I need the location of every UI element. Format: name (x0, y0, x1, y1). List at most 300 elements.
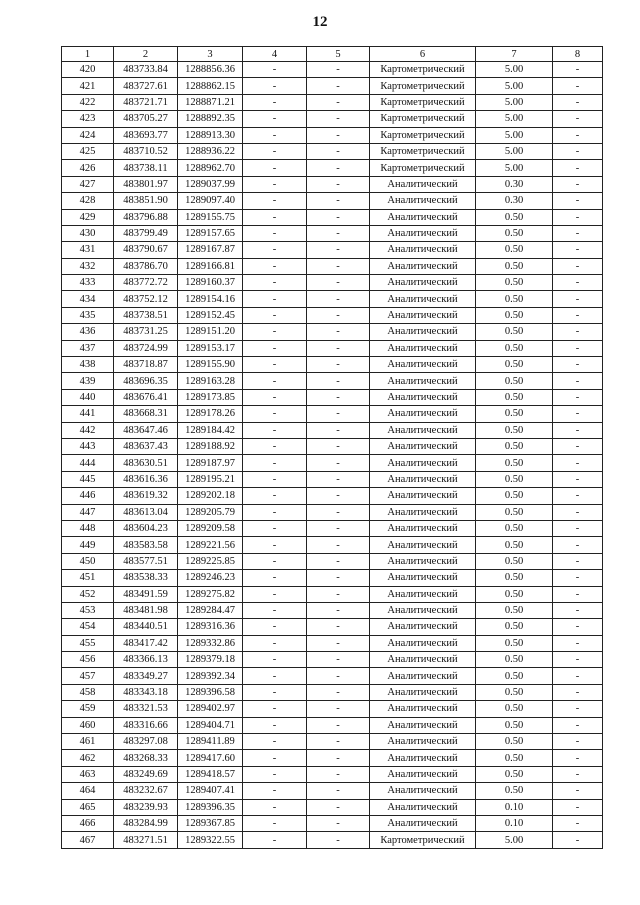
table-row (62, 832, 603, 848)
cell-y-coordinate: 1289367.85 (178, 815, 243, 831)
cell-method: Аналитический (370, 799, 476, 815)
cell-col4: - (243, 94, 307, 110)
cell-y-coordinate: 1289037.99 (178, 176, 243, 192)
cell-point-number: 453 (62, 602, 114, 618)
cell-x-coordinate: 483366.13 (114, 652, 178, 668)
cell-accuracy: 0.50 (476, 406, 553, 422)
cell-col8: - (553, 783, 603, 799)
cell-x-coordinate: 483799.49 (114, 225, 178, 241)
cell-x-coordinate: 483786.70 (114, 258, 178, 274)
cell-col4: - (243, 111, 307, 127)
cell-col5: - (307, 438, 370, 454)
table-row (62, 176, 603, 192)
cell-point-number: 420 (62, 62, 114, 78)
cell-accuracy: 0.50 (476, 373, 553, 389)
cell-method: Картометрический (370, 832, 476, 848)
table-row (62, 275, 603, 291)
table-row (62, 143, 603, 159)
cell-x-coordinate: 483731.25 (114, 324, 178, 340)
cell-col4: - (243, 488, 307, 504)
cell-accuracy: 0.50 (476, 553, 553, 569)
cell-x-coordinate: 483772.72 (114, 275, 178, 291)
table-row (62, 766, 603, 782)
cell-col8: - (553, 78, 603, 94)
cell-method: Аналитический (370, 438, 476, 454)
table-row (62, 815, 603, 831)
cell-y-coordinate: 1289396.35 (178, 799, 243, 815)
cell-col5: - (307, 570, 370, 586)
cell-col8: - (553, 815, 603, 831)
table-row (62, 635, 603, 651)
table-row (62, 488, 603, 504)
cell-method: Картометрический (370, 111, 476, 127)
cell-y-coordinate: 1289221.56 (178, 537, 243, 553)
cell-col4: - (243, 602, 307, 618)
cell-y-coordinate: 1289209.58 (178, 520, 243, 536)
cell-x-coordinate: 483801.97 (114, 176, 178, 192)
cell-col8: - (553, 602, 603, 618)
cell-accuracy: 0.50 (476, 750, 553, 766)
cell-method: Аналитический (370, 652, 476, 668)
cell-point-number: 448 (62, 520, 114, 536)
table-body (62, 62, 603, 849)
cell-col5: - (307, 471, 370, 487)
cell-col8: - (553, 488, 603, 504)
cell-col8: - (553, 520, 603, 536)
cell-point-number: 456 (62, 652, 114, 668)
table-row (62, 193, 603, 209)
cell-y-coordinate: 1289417.60 (178, 750, 243, 766)
cell-point-number: 463 (62, 766, 114, 782)
cell-col4: - (243, 127, 307, 143)
cell-col4: - (243, 815, 307, 831)
cell-method: Аналитический (370, 750, 476, 766)
cell-point-number: 428 (62, 193, 114, 209)
cell-col5: - (307, 422, 370, 438)
cell-col5: - (307, 766, 370, 782)
cell-y-coordinate: 1289402.97 (178, 701, 243, 717)
cell-col5: - (307, 832, 370, 848)
table-row (62, 78, 603, 94)
cell-y-coordinate: 1289097.40 (178, 193, 243, 209)
cell-col5: - (307, 734, 370, 750)
cell-col8: - (553, 193, 603, 209)
cell-y-coordinate: 1289392.34 (178, 668, 243, 684)
cell-col8: - (553, 570, 603, 586)
cell-col8: - (553, 455, 603, 471)
cell-y-coordinate: 1289195.21 (178, 471, 243, 487)
cell-x-coordinate: 483721.71 (114, 94, 178, 110)
cell-col5: - (307, 78, 370, 94)
cell-col4: - (243, 209, 307, 225)
cell-x-coordinate: 483705.27 (114, 111, 178, 127)
cell-y-coordinate: 1289151.20 (178, 324, 243, 340)
cell-col5: - (307, 455, 370, 471)
cell-method: Аналитический (370, 373, 476, 389)
cell-point-number: 462 (62, 750, 114, 766)
cell-col8: - (553, 586, 603, 602)
cell-col5: - (307, 225, 370, 241)
cell-accuracy: 0.50 (476, 291, 553, 307)
cell-method: Картометрический (370, 143, 476, 159)
cell-point-number: 443 (62, 438, 114, 454)
cell-point-number: 441 (62, 406, 114, 422)
cell-col4: - (243, 291, 307, 307)
table-row (62, 602, 603, 618)
cell-method: Аналитический (370, 717, 476, 733)
cell-col4: - (243, 635, 307, 651)
cell-col5: - (307, 586, 370, 602)
table-row (62, 340, 603, 356)
cell-point-number: 434 (62, 291, 114, 307)
cell-y-coordinate: 1289155.75 (178, 209, 243, 225)
cell-method: Картометрический (370, 62, 476, 78)
cell-point-number: 451 (62, 570, 114, 586)
table-header (62, 47, 603, 62)
cell-col8: - (553, 668, 603, 684)
cell-col4: - (243, 701, 307, 717)
cell-method: Аналитический (370, 783, 476, 799)
cell-accuracy: 5.00 (476, 143, 553, 159)
cell-col5: - (307, 275, 370, 291)
cell-y-coordinate: 1289184.42 (178, 422, 243, 438)
cell-accuracy: 0.30 (476, 176, 553, 192)
cell-x-coordinate: 483738.11 (114, 160, 178, 176)
cell-method: Картометрический (370, 78, 476, 94)
cell-y-coordinate: 1289167.87 (178, 242, 243, 258)
cell-accuracy: 0.50 (476, 520, 553, 536)
cell-y-coordinate: 1288892.35 (178, 111, 243, 127)
cell-col4: - (243, 766, 307, 782)
cell-method: Картометрический (370, 127, 476, 143)
cell-col8: - (553, 422, 603, 438)
cell-x-coordinate: 483710.52 (114, 143, 178, 159)
cell-y-coordinate: 1289322.55 (178, 832, 243, 848)
cell-col5: - (307, 111, 370, 127)
cell-x-coordinate: 483349.27 (114, 668, 178, 684)
cell-col4: - (243, 504, 307, 520)
cell-col8: - (553, 471, 603, 487)
cell-accuracy: 0.50 (476, 275, 553, 291)
cell-accuracy: 0.50 (476, 668, 553, 684)
cell-col4: - (243, 406, 307, 422)
cell-col5: - (307, 406, 370, 422)
cell-col8: - (553, 406, 603, 422)
cell-y-coordinate: 1289163.28 (178, 373, 243, 389)
cell-col4: - (243, 422, 307, 438)
table-row (62, 291, 603, 307)
cell-method: Аналитический (370, 602, 476, 618)
cell-col4: - (243, 520, 307, 536)
cell-col5: - (307, 373, 370, 389)
cell-col8: - (553, 717, 603, 733)
table-row (62, 324, 603, 340)
cell-col5: - (307, 176, 370, 192)
cell-col8: - (553, 766, 603, 782)
cell-method: Аналитический (370, 193, 476, 209)
cell-col4: - (243, 832, 307, 848)
cell-point-number: 439 (62, 373, 114, 389)
cell-col5: - (307, 652, 370, 668)
cell-col4: - (243, 389, 307, 405)
cell-point-number: 450 (62, 553, 114, 569)
cell-point-number: 435 (62, 307, 114, 323)
cell-method: Аналитический (370, 324, 476, 340)
cell-col4: - (243, 357, 307, 373)
cell-y-coordinate: 1289379.18 (178, 652, 243, 668)
cell-col8: - (553, 242, 603, 258)
cell-y-coordinate: 1289316.36 (178, 619, 243, 635)
cell-col4: - (243, 586, 307, 602)
column-header-3: 3 (178, 47, 243, 62)
cell-y-coordinate: 1289407.41 (178, 783, 243, 799)
cell-x-coordinate: 483440.51 (114, 619, 178, 635)
cell-col8: - (553, 94, 603, 110)
cell-col4: - (243, 242, 307, 258)
cell-y-coordinate: 1289246.23 (178, 570, 243, 586)
cell-y-coordinate: 1289173.85 (178, 389, 243, 405)
cell-accuracy: 0.50 (476, 602, 553, 618)
cell-accuracy: 0.50 (476, 488, 553, 504)
cell-point-number: 426 (62, 160, 114, 176)
table-row (62, 127, 603, 143)
cell-col4: - (243, 143, 307, 159)
cell-point-number: 455 (62, 635, 114, 651)
cell-x-coordinate: 483249.69 (114, 766, 178, 782)
cell-method: Аналитический (370, 553, 476, 569)
cell-col5: - (307, 193, 370, 209)
cell-col5: - (307, 553, 370, 569)
cell-col4: - (243, 258, 307, 274)
cell-accuracy: 0.50 (476, 684, 553, 700)
cell-col8: - (553, 225, 603, 241)
cell-point-number: 438 (62, 357, 114, 373)
cell-col5: - (307, 242, 370, 258)
cell-col5: - (307, 340, 370, 356)
cell-method: Аналитический (370, 537, 476, 553)
cell-x-coordinate: 483604.23 (114, 520, 178, 536)
cell-method: Аналитический (370, 422, 476, 438)
cell-col4: - (243, 62, 307, 78)
cell-method: Аналитический (370, 291, 476, 307)
cell-col5: - (307, 307, 370, 323)
cell-col5: - (307, 520, 370, 536)
cell-method: Аналитический (370, 619, 476, 635)
column-header-2: 2 (114, 47, 178, 62)
cell-x-coordinate: 483733.84 (114, 62, 178, 78)
cell-y-coordinate: 1288913.30 (178, 127, 243, 143)
cell-y-coordinate: 1289154.16 (178, 291, 243, 307)
cell-method: Аналитический (370, 242, 476, 258)
cell-accuracy: 0.50 (476, 455, 553, 471)
cell-accuracy: 5.00 (476, 127, 553, 143)
column-header-1: 1 (62, 47, 114, 62)
cell-method: Картометрический (370, 94, 476, 110)
table-row (62, 684, 603, 700)
cell-y-coordinate: 1289178.26 (178, 406, 243, 422)
cell-col4: - (243, 717, 307, 733)
cell-accuracy: 0.50 (476, 570, 553, 586)
cell-col8: - (553, 832, 603, 848)
cell-x-coordinate: 483724.99 (114, 340, 178, 356)
cell-y-coordinate: 1289205.79 (178, 504, 243, 520)
cell-col4: - (243, 750, 307, 766)
cell-method: Аналитический (370, 406, 476, 422)
cell-method: Аналитический (370, 209, 476, 225)
table-row (62, 553, 603, 569)
cell-y-coordinate: 1288856.36 (178, 62, 243, 78)
table-row (62, 455, 603, 471)
cell-point-number: 425 (62, 143, 114, 159)
table-row (62, 701, 603, 717)
cell-y-coordinate: 1289187.97 (178, 455, 243, 471)
page-number: 12 (312, 14, 328, 30)
cell-y-coordinate: 1289152.45 (178, 307, 243, 323)
cell-col8: - (553, 635, 603, 651)
table-row (62, 586, 603, 602)
cell-col5: - (307, 62, 370, 78)
cell-col5: - (307, 815, 370, 831)
cell-accuracy: 5.00 (476, 160, 553, 176)
cell-x-coordinate: 483268.33 (114, 750, 178, 766)
cell-col8: - (553, 652, 603, 668)
cell-y-coordinate: 1288936.22 (178, 143, 243, 159)
cell-point-number: 466 (62, 815, 114, 831)
cell-y-coordinate: 1289275.82 (178, 586, 243, 602)
cell-col5: - (307, 537, 370, 553)
cell-y-coordinate: 1289166.81 (178, 258, 243, 274)
cell-method: Аналитический (370, 471, 476, 487)
cell-accuracy: 5.00 (476, 832, 553, 848)
cell-method: Аналитический (370, 815, 476, 831)
cell-accuracy: 0.50 (476, 340, 553, 356)
cell-accuracy: 0.30 (476, 193, 553, 209)
table-row (62, 242, 603, 258)
table-row (62, 209, 603, 225)
cell-x-coordinate: 483271.51 (114, 832, 178, 848)
cell-y-coordinate: 1289284.47 (178, 602, 243, 618)
cell-x-coordinate: 483727.61 (114, 78, 178, 94)
cell-accuracy: 0.50 (476, 652, 553, 668)
cell-x-coordinate: 483738.51 (114, 307, 178, 323)
cell-point-number: 436 (62, 324, 114, 340)
cell-point-number: 446 (62, 488, 114, 504)
cell-accuracy: 0.50 (476, 389, 553, 405)
cell-method: Аналитический (370, 635, 476, 651)
cell-x-coordinate: 483239.93 (114, 799, 178, 815)
cell-col8: - (553, 127, 603, 143)
cell-accuracy: 0.50 (476, 619, 553, 635)
cell-col8: - (553, 504, 603, 520)
cell-y-coordinate: 1289418.57 (178, 766, 243, 782)
cell-x-coordinate: 483637.43 (114, 438, 178, 454)
cell-point-number: 458 (62, 684, 114, 700)
table-row (62, 619, 603, 635)
cell-point-number: 457 (62, 668, 114, 684)
cell-x-coordinate: 483619.32 (114, 488, 178, 504)
cell-y-coordinate: 1289225.85 (178, 553, 243, 569)
cell-col8: - (553, 111, 603, 127)
column-header-7: 7 (476, 47, 553, 62)
cell-method: Аналитический (370, 766, 476, 782)
cell-x-coordinate: 483696.35 (114, 373, 178, 389)
cell-y-coordinate: 1289153.17 (178, 340, 243, 356)
cell-col5: - (307, 602, 370, 618)
cell-point-number: 461 (62, 734, 114, 750)
cell-col8: - (553, 537, 603, 553)
table-row (62, 406, 603, 422)
cell-point-number: 431 (62, 242, 114, 258)
cell-accuracy: 0.50 (476, 586, 553, 602)
table-row (62, 111, 603, 127)
cell-method: Аналитический (370, 586, 476, 602)
table-row (62, 668, 603, 684)
cell-point-number: 429 (62, 209, 114, 225)
cell-accuracy: 0.50 (476, 438, 553, 454)
cell-x-coordinate: 483583.58 (114, 537, 178, 553)
cell-accuracy: 0.50 (476, 717, 553, 733)
cell-x-coordinate: 483668.31 (114, 406, 178, 422)
cell-point-number: 449 (62, 537, 114, 553)
cell-y-coordinate: 1289396.58 (178, 684, 243, 700)
cell-col5: - (307, 160, 370, 176)
cell-method: Аналитический (370, 668, 476, 684)
table-row (62, 225, 603, 241)
cell-method: Аналитический (370, 389, 476, 405)
cell-col5: - (307, 717, 370, 733)
cell-col4: - (243, 471, 307, 487)
cell-col8: - (553, 701, 603, 717)
cell-method: Аналитический (370, 701, 476, 717)
cell-accuracy: 0.50 (476, 701, 553, 717)
cell-x-coordinate: 483232.67 (114, 783, 178, 799)
table-row (62, 160, 603, 176)
table-row (62, 799, 603, 815)
cell-point-number: 424 (62, 127, 114, 143)
cell-point-number: 459 (62, 701, 114, 717)
cell-x-coordinate: 483613.04 (114, 504, 178, 520)
cell-accuracy: 0.50 (476, 225, 553, 241)
cell-col5: - (307, 668, 370, 684)
cell-col8: - (553, 553, 603, 569)
cell-accuracy: 0.10 (476, 799, 553, 815)
cell-col4: - (243, 275, 307, 291)
table-row (62, 438, 603, 454)
cell-point-number: 447 (62, 504, 114, 520)
table-row (62, 783, 603, 799)
cell-x-coordinate: 483752.12 (114, 291, 178, 307)
cell-col5: - (307, 258, 370, 274)
cell-accuracy: 0.50 (476, 504, 553, 520)
cell-method: Аналитический (370, 684, 476, 700)
cell-col4: - (243, 652, 307, 668)
table-row (62, 62, 603, 78)
column-header-4: 4 (243, 47, 307, 62)
cell-accuracy: 0.50 (476, 242, 553, 258)
cell-col4: - (243, 619, 307, 635)
cell-x-coordinate: 483297.08 (114, 734, 178, 750)
table-row (62, 373, 603, 389)
cell-x-coordinate: 483481.98 (114, 602, 178, 618)
cell-col8: - (553, 357, 603, 373)
cell-col4: - (243, 340, 307, 356)
cell-point-number: 437 (62, 340, 114, 356)
cell-col4: - (243, 225, 307, 241)
cell-method: Аналитический (370, 357, 476, 373)
cell-col4: - (243, 537, 307, 553)
cell-x-coordinate: 483676.41 (114, 389, 178, 405)
cell-col8: - (553, 291, 603, 307)
